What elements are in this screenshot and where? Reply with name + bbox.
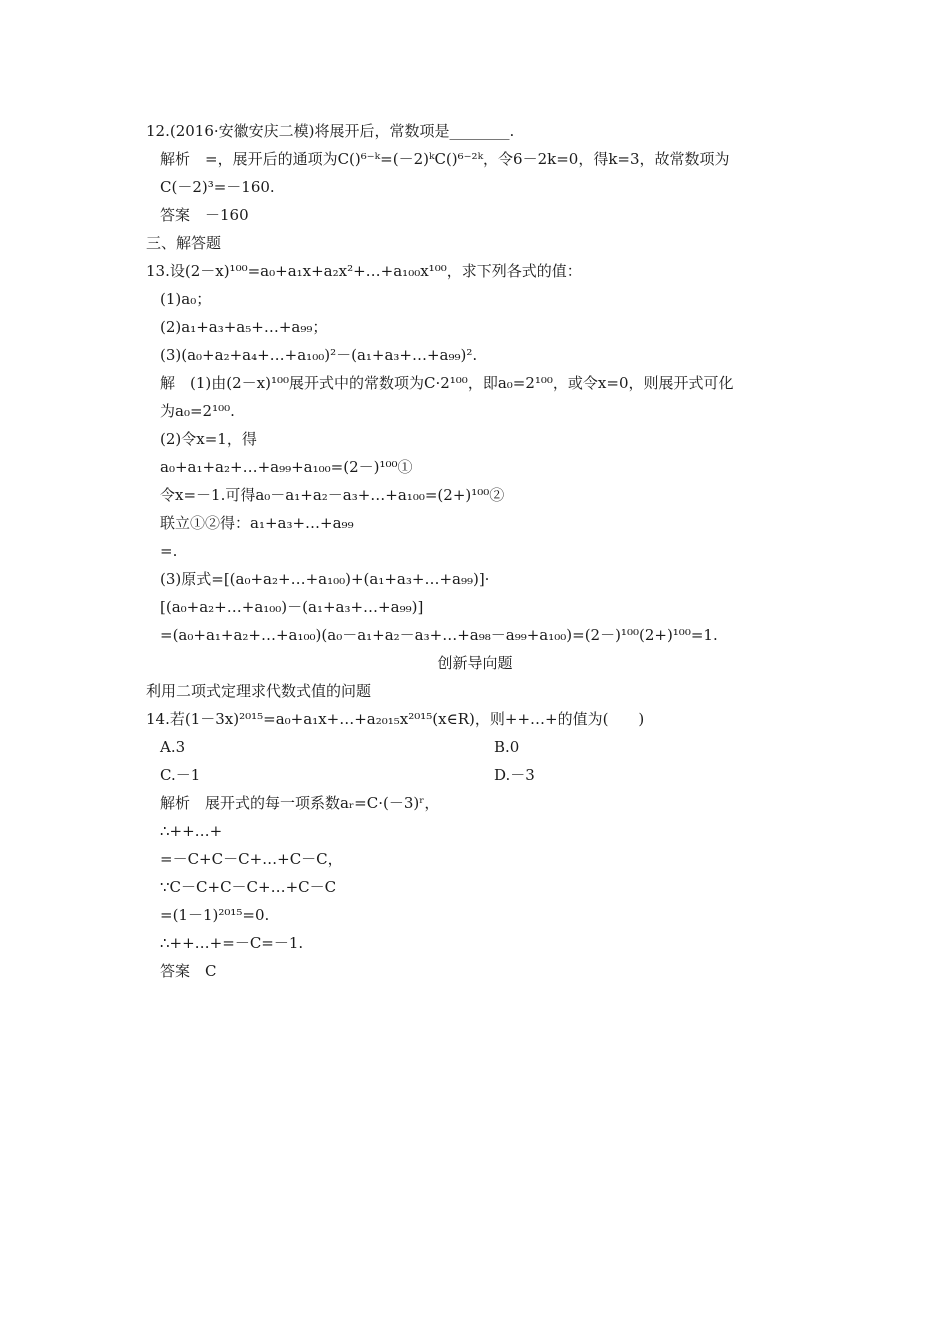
q14-analysis-line1: 解析 展开式的每一项系数aᵣ=C·(－3)ʳ， bbox=[160, 794, 440, 812]
q14-option-d: D.－3 bbox=[494, 766, 535, 784]
q13-solution-line8: (3)原式=[(a₀+a₂+…+a₁₀₀)+(a₁+a₃+…+a₉₉)]· bbox=[160, 570, 490, 588]
innovation-heading: 创新导向题 bbox=[437, 654, 513, 672]
q12-answer: 答案 －160 bbox=[160, 206, 249, 224]
q14-analysis-line4: ∵C－C+C－C+…+C－C bbox=[160, 878, 337, 896]
q14-analysis-line2: ∴++…+ bbox=[160, 822, 223, 840]
q13-solution-line6: 联立①②得：a₁+a₃+…+a₉₉ bbox=[160, 514, 354, 532]
topic-heading: 利用二项式定理求代数式值的问题 bbox=[146, 682, 372, 700]
q12-analysis-line2: C(－2)³=－160. bbox=[160, 178, 275, 196]
q13-solution-line9: [(a₀+a₂+…+a₁₀₀)－(a₁+a₃+…+a₉₉)] bbox=[160, 598, 424, 616]
q13-part2: (2)a₁+a₃+a₅+…+a₉₉； bbox=[160, 318, 328, 336]
q14-analysis-line6: ∴++…+=－C=－1. bbox=[160, 934, 304, 952]
q14-option-c: C.－1 bbox=[160, 766, 201, 784]
q13-solution-line2: 为a₀=2¹⁰⁰. bbox=[160, 402, 235, 420]
q13-part1: (1)a₀； bbox=[160, 290, 212, 308]
q14-question: 14.若(1－3x)²⁰¹⁵=a₀+a₁x+…+a₂₀₁₅x²⁰¹⁵(x∈R)，则++…+的值为( ) bbox=[146, 710, 645, 728]
section-heading: 三、解答题 bbox=[146, 234, 222, 252]
q13-solution-line10: =(a₀+a₁+a₂+…+a₁₀₀)(a₀－a₁+a₂－a₃+…+a₉₈－a₉₉+a₁₀₀)=(2－)¹⁰⁰(2+)¹⁰⁰=1. bbox=[160, 626, 718, 644]
q12-question: 12.(2016·安徽安庆二模)将展开后，常数项是________. bbox=[146, 122, 515, 140]
q14-analysis-line3: =－C+C－C+…+C－C， bbox=[160, 850, 343, 868]
q13-part3: (3)(a₀+a₂+a₄+…+a₁₀₀)²－(a₁+a₃+…+a₉₉)². bbox=[160, 346, 478, 364]
q13-question: 13.设(2－x)¹⁰⁰=a₀+a₁x+a₂x²+…+a₁₀₀x¹⁰⁰，求下列各式的值： bbox=[146, 262, 582, 280]
q13-solution-line3: (2)令x=1，得 bbox=[160, 430, 257, 448]
q14-analysis-line5: =(1－1)²⁰¹⁵=0. bbox=[160, 906, 270, 924]
q14-option-b: B.0 bbox=[494, 738, 520, 756]
q13-solution-line4: a₀+a₁+a₂+…+a₉₉+a₁₀₀=(2－)¹⁰⁰① bbox=[160, 458, 413, 476]
q14-answer: 答案 C bbox=[160, 962, 217, 980]
q13-solution-line1: 解 (1)由(2－x)¹⁰⁰展开式中的常数项为C·2¹⁰⁰，即a₀=2¹⁰⁰，或令x=0，则展开式可化 bbox=[160, 374, 734, 392]
q13-solution-line5: 令x=－1.可得a₀－a₁+a₂－a₃+…+a₁₀₀=(2+)¹⁰⁰② bbox=[160, 486, 505, 504]
q14-option-a: A.3 bbox=[160, 738, 186, 756]
q13-solution-line7: =. bbox=[160, 542, 178, 560]
q12-analysis-line1: 解析 =，展开后的通项为C()⁶⁻ᵏ=(－2)ᵏC()⁶⁻²ᵏ，令6－2k=0，得k=3，故常数项为 bbox=[160, 150, 730, 168]
